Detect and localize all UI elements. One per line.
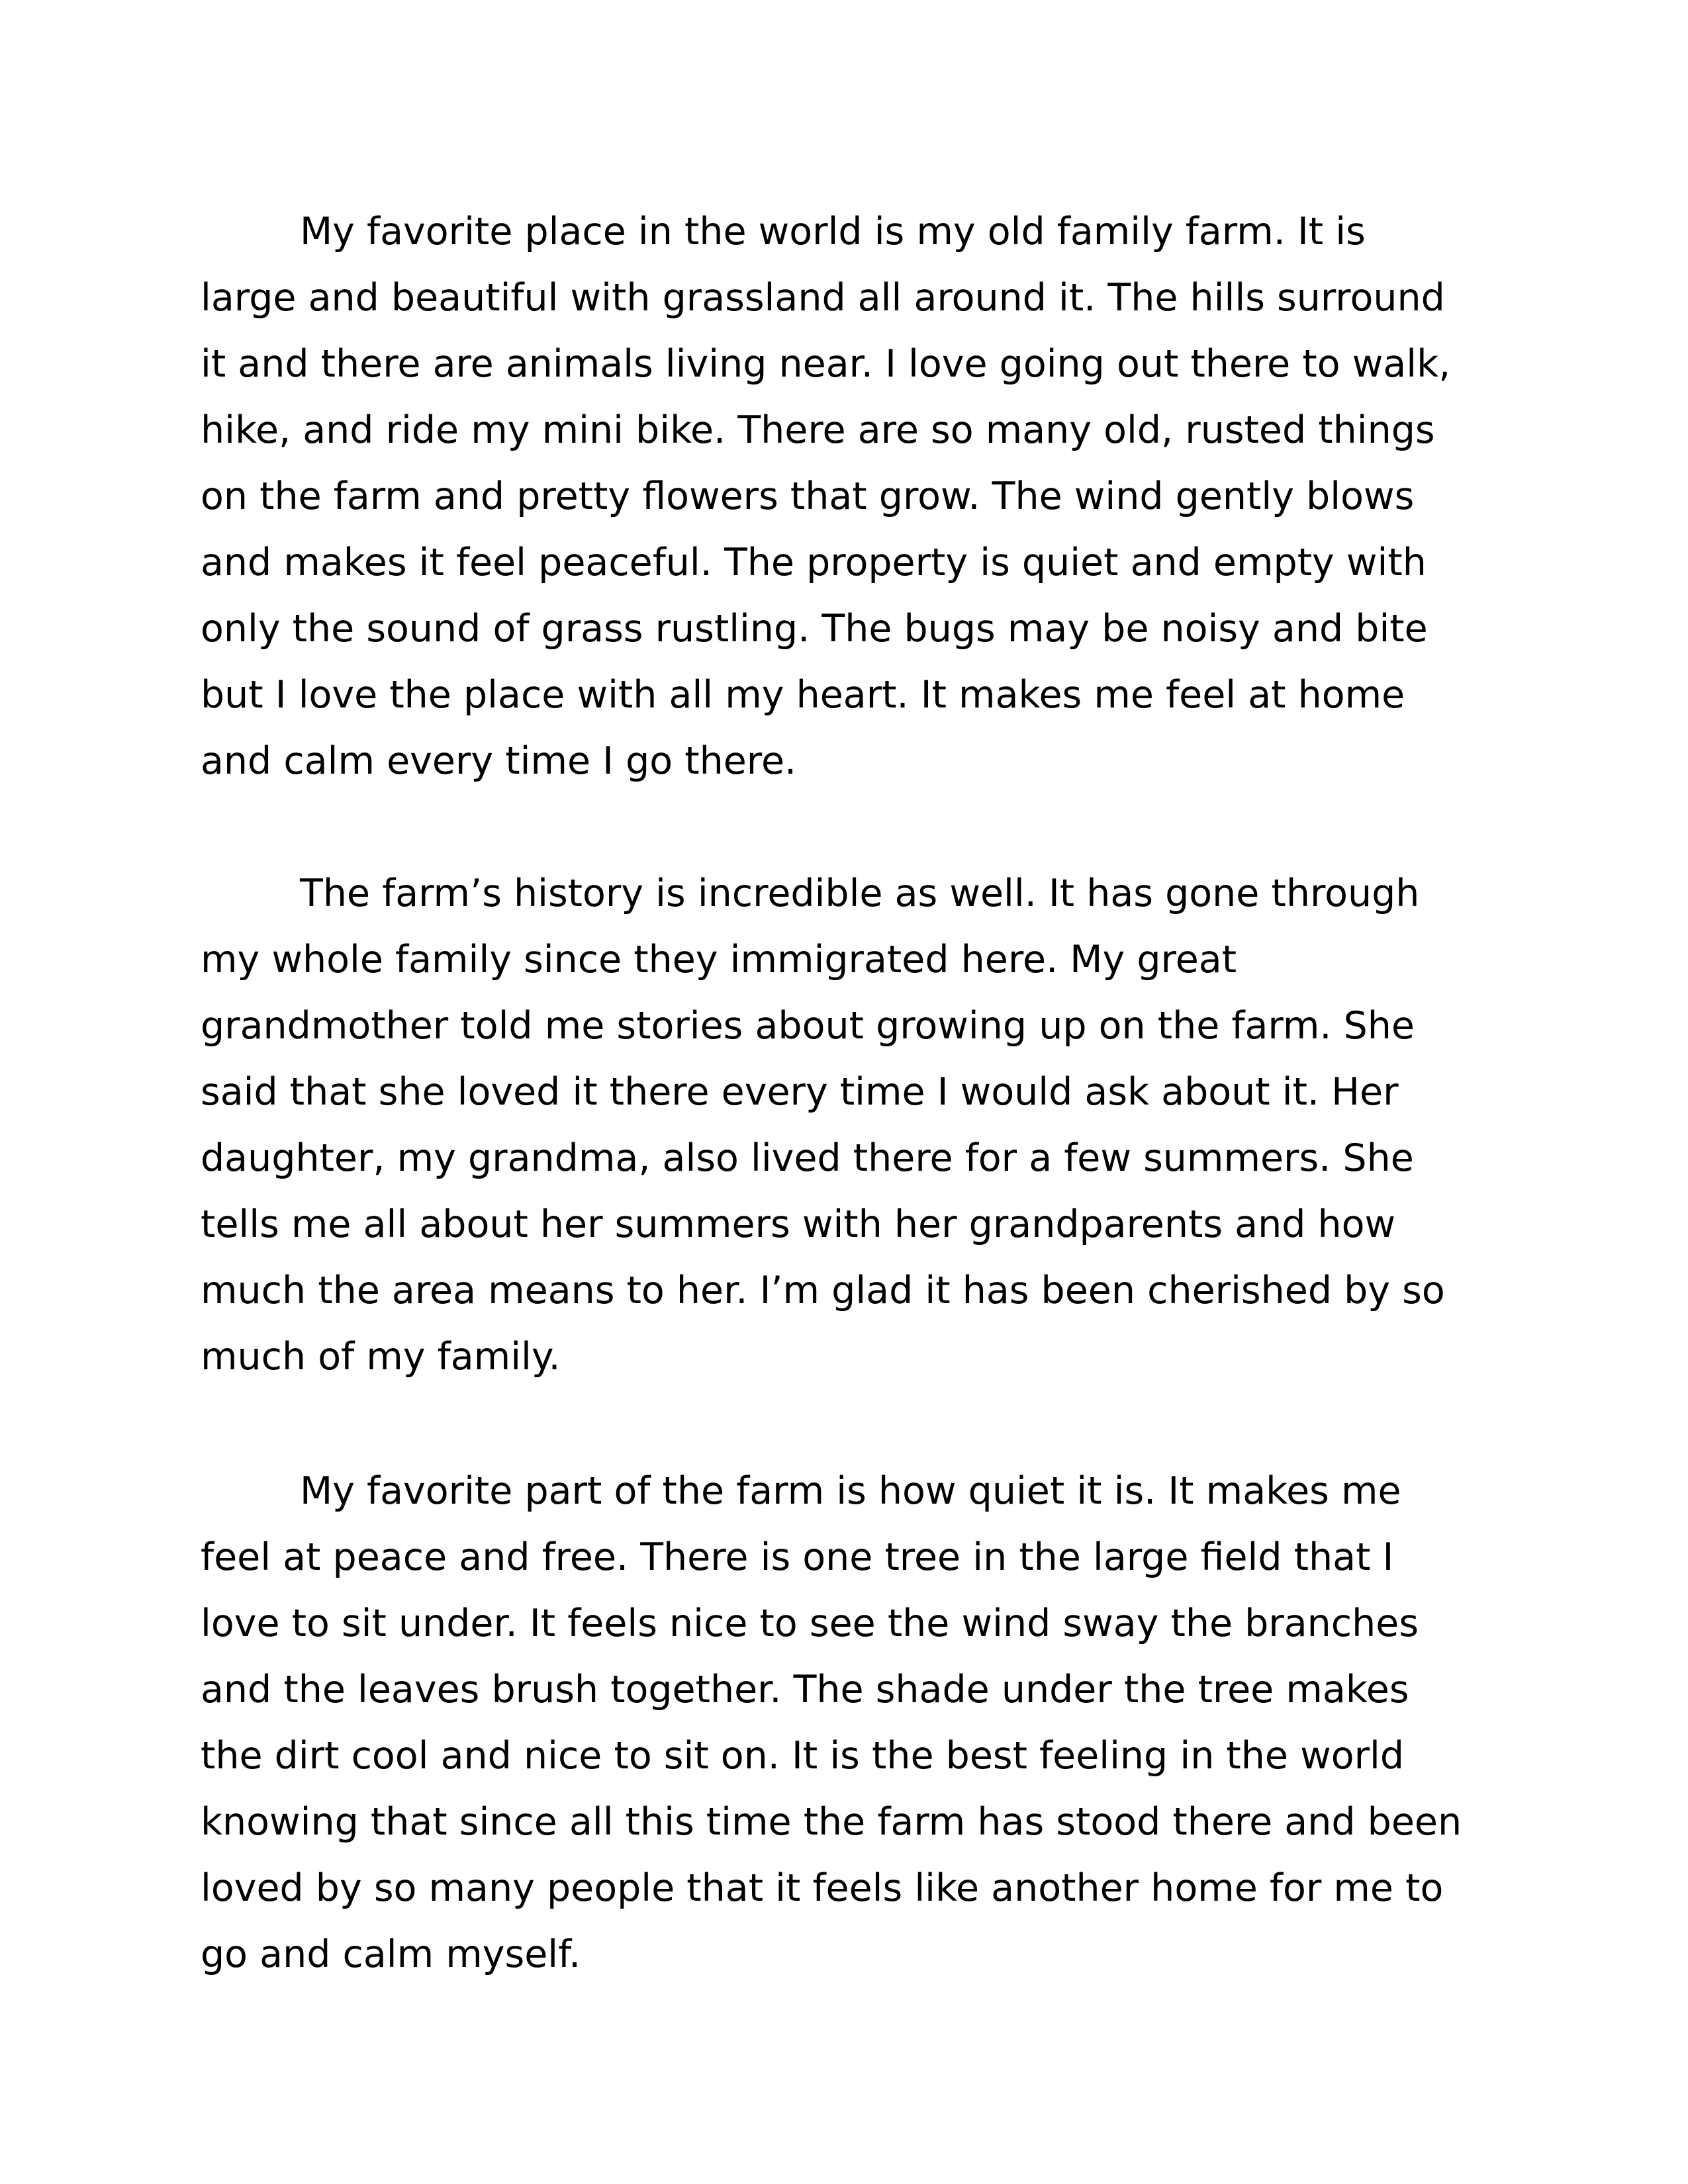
paragraph-line: on the farm and pretty flowers that grow. The wind gently blows	[201, 475, 1415, 518]
paragraph-line: my whole family since they immigrated here. My great	[201, 938, 1237, 981]
paragraph-line: large and beautiful with grassland all around it. The hills surround	[201, 276, 1445, 320]
paragraph-line: the dirt cool and nice to sit on. It is the best feeling in the world	[201, 1734, 1405, 1778]
paragraph-line: My favorite part of the farm is how quiet it is. It makes me	[300, 1469, 1401, 1513]
paragraph-line: hike, and ride my mini bike. There are so many old, rusted things	[201, 408, 1435, 452]
paragraph-line: only the sound of grass rustling. The bugs may be noisy and bite	[201, 607, 1428, 651]
paragraph-line: The farm’s history is incredible as well. It has gone through	[300, 872, 1420, 915]
paragraph-line: much of my family.	[201, 1335, 561, 1379]
paragraph-line: grandmother told me stories about growing up on the farm. She	[201, 1004, 1415, 1048]
paragraph-line: much the area means to her. I’m glad it has been cherished by so	[201, 1269, 1445, 1312]
paragraph-line: said that she loved it there every time I would ask about it. Her	[201, 1070, 1399, 1114]
paragraph-line: love to sit under. It feels nice to see the wind sway the branches	[201, 1602, 1419, 1645]
paragraph-line: loved by so many people that it feels like another home for me to	[201, 1866, 1444, 1910]
paragraph-line: knowing that since all this time the farm has stood there and been	[201, 1800, 1462, 1844]
paragraph-line: it and there are animals living near. I love going out there to walk,	[201, 342, 1451, 386]
paragraph-line: and calm every time I go there.	[201, 739, 797, 783]
paragraph-line: go and calm myself.	[201, 1933, 581, 1976]
paragraph-line: daughter, my grandma, also lived there for a few summers. She	[201, 1136, 1414, 1180]
paragraph-line: tells me all about her summers with her grandparents and how	[201, 1203, 1396, 1246]
paragraph-line: and makes it feel peaceful. The property is quiet and empty with	[201, 541, 1427, 584]
paragraph-line: but I love the place with all my heart. It makes me feel at home	[201, 673, 1405, 717]
paragraph-line: and the leaves brush together. The shade under the tree makes	[201, 1668, 1409, 1711]
paragraph-line: My favorite place in the world is my old family farm. It is	[300, 210, 1366, 253]
paragraph-line: feel at peace and free. There is one tree in the large field that I	[201, 1535, 1394, 1579]
